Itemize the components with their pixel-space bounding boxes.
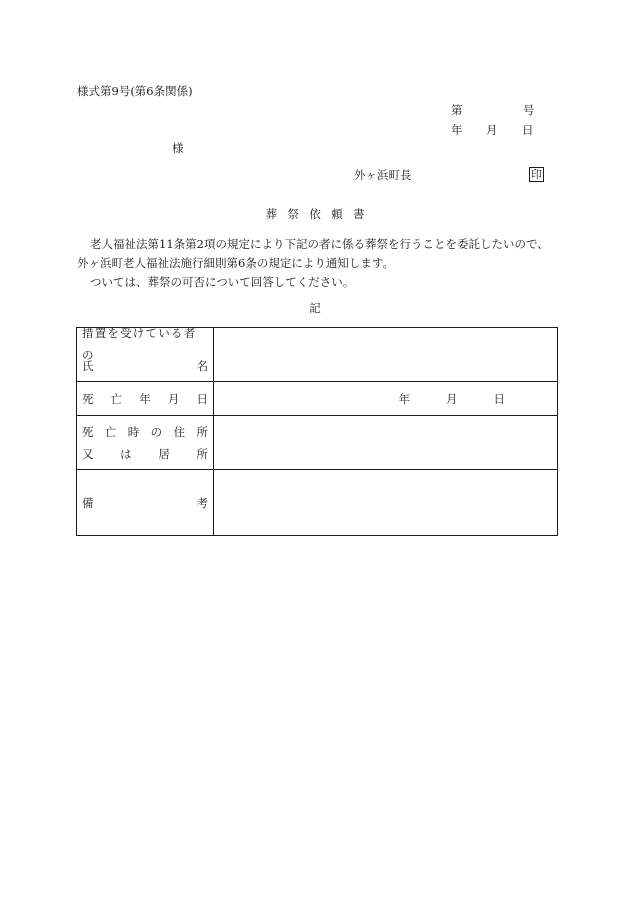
- recipient-label-line1: [82, 325, 208, 362]
- remarks-label-char: 考: [196, 495, 208, 510]
- address-label-line1: [82, 421, 208, 443]
- document-title: 葬祭依頼書: [265, 207, 375, 221]
- recipient-label-line2-char: 名: [196, 358, 208, 373]
- address-label-line2-char: 居: [158, 446, 170, 461]
- death-date-label-char: 年: [139, 391, 151, 406]
- document-number-suffix: 号: [523, 103, 535, 117]
- remarks-label: [82, 492, 208, 514]
- address-value-cell[interactable]: [214, 416, 558, 470]
- death-date-day: 日: [493, 391, 505, 406]
- table-row-address: [77, 416, 558, 470]
- body-line-1: 老人福祉法第11条第2項の規定により下記の者に係る葬祭を行うことを委託したいので、: [90, 237, 549, 251]
- addressee-suffix: 様: [172, 141, 184, 155]
- death-date-label-cell: [77, 382, 214, 416]
- death-date-label-char: 日: [196, 391, 208, 406]
- address-label-line1-char: 時: [127, 424, 140, 439]
- death-date-label: [82, 388, 208, 410]
- recipient-label-text1: 措置を受けている者の: [82, 325, 197, 362]
- death-date-label-char: 死: [82, 391, 94, 406]
- issue-date-year: 年: [451, 123, 463, 137]
- address-label-line2-char: 所: [196, 446, 208, 461]
- form-number: 様式第9号(第6条関係): [77, 84, 193, 98]
- remarks-label-cell: [77, 470, 214, 536]
- address-label-line1-char: 住: [173, 424, 186, 439]
- details-table: [76, 327, 558, 536]
- death-date-fields: [214, 391, 557, 407]
- issuer-name: 外ヶ浜町長: [354, 168, 412, 182]
- issue-date-month: 月: [486, 123, 498, 137]
- table-row-recipient: [77, 328, 558, 382]
- table-row-remarks: [77, 470, 558, 536]
- recipient-label-line2-char: 氏: [82, 358, 94, 373]
- address-label-line2-char: 又: [82, 446, 94, 461]
- address-label-line1-char: 亡: [104, 424, 117, 439]
- death-date-label-char: 亡: [110, 391, 123, 406]
- death-date-label-char: 月: [167, 391, 180, 406]
- body-line-3: ついては、葬祭の可否について回答してください。: [90, 275, 355, 289]
- ki-heading: 記: [309, 301, 321, 315]
- address-label-line1-char: 死: [82, 424, 94, 439]
- seal-mark: 印: [531, 168, 542, 181]
- address-label-line1-char: 所: [196, 424, 208, 439]
- death-date-year: 年: [398, 391, 410, 406]
- death-date-month: 月: [446, 391, 458, 406]
- address-label-cell: [77, 416, 214, 470]
- address-label-line2: [82, 443, 208, 465]
- address-label-line1-char: の: [150, 424, 163, 439]
- issue-date-day: 日: [522, 123, 534, 137]
- table-row-death-date: [77, 382, 558, 416]
- body-line-2: 外ヶ浜町老人福祉法施行細則第6条の規定により通知します。: [77, 256, 394, 270]
- death-date-value-cell[interactable]: [214, 382, 558, 416]
- document-number-label: 第: [451, 103, 463, 117]
- recipient-name-label-cell: [77, 325, 214, 382]
- remarks-value-cell[interactable]: [214, 470, 558, 536]
- remarks-label-char: 備: [82, 495, 94, 510]
- body-paragraph: [77, 235, 567, 292]
- recipient-name-value-cell[interactable]: [214, 328, 558, 382]
- address-label-line2-char: は: [120, 446, 132, 461]
